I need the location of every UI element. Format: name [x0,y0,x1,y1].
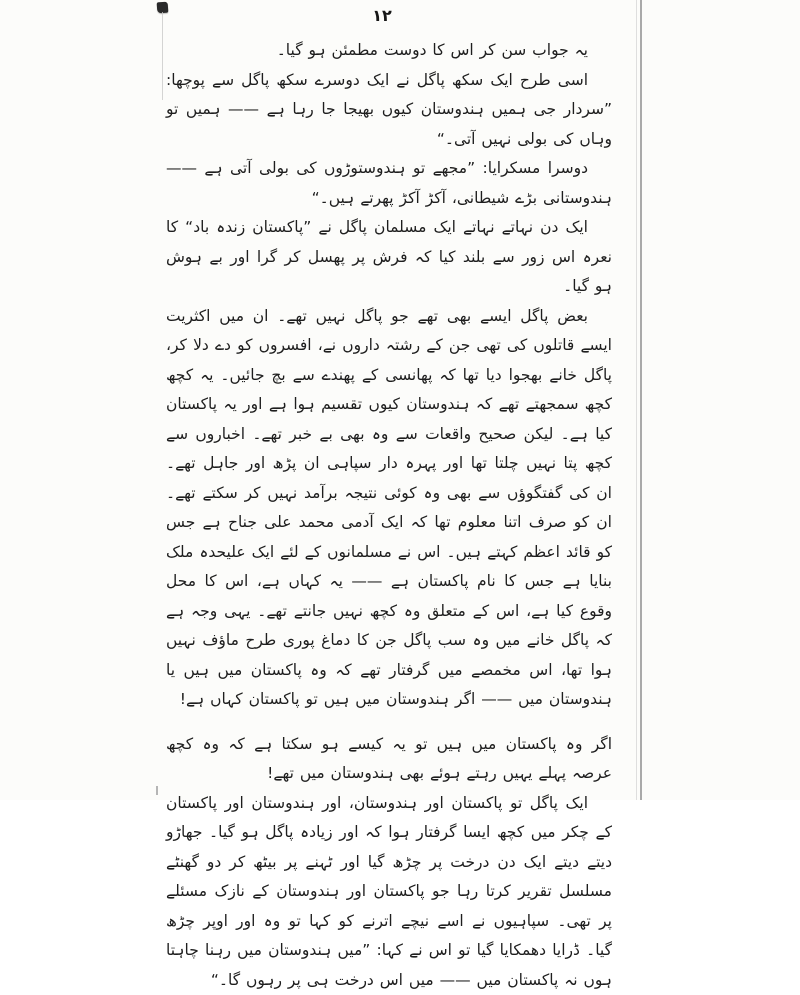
paragraph-sikh-question: اسی طرح ایک سکھ پاگل نے ایک دوسرے سکھ پاگل سے پوچھا: ”سردار جی ہمیں ہندوستان کیوں بھیجا جا رہا ہے —— ہمیں تو وہاں کی بولی نہیں آتی۔“ [166,66,612,155]
scan-bottom-speck-artifact [156,786,158,795]
scan-left-hairline-artifact [162,12,163,100]
page-text-block [166,6,612,995]
paragraph-if-in-pakistan: اگر وہ پاکستان میں ہیں تو یہ کیسے ہو سکتا ہے کہ وہ کچھ عرصہ پہلے یہیں رہتے ہوئے بھی ہندوستان میں تھے! [166,730,612,789]
paragraph-tree-madman: ایک پاگل تو پاکستان اور ہندوستان، اور ہندوستان اور پاکستان کے چکر میں کچھ ایسا گرفتار ہوا کہ اور زیادہ پاگل ہو گیا۔ جھاڑو دیتے دیتے ایک دن درخت پر چڑھ گیا اور ٹہنے پر بیٹھ کر دو گھنٹے مسلسل تقریر کرتا رہا جو پاکستان اور ہندوستان کے نازک مسئلے پر تھی۔ سپاہیوں نے اسے نیچے اترنے کو کہا تو وہ اور اوپر چڑھ گیا۔ ڈرایا دھمکایا گیا تو اس نے کہا: ”میں ہندوستان میں رہنا چاہتا ہوں نہ پاکستان میں —— میں اس درخت ہی پر رہوں گا۔“ [166,789,612,995]
page-edge-line [640,0,642,800]
page-edge-line-faint [636,0,637,800]
page-number: ۱۲ [166,6,612,25]
paragraph-friend-satisfied: یہ جواب سن کر اس کا دوست مطمئن ہو گیا۔ [166,36,612,66]
paragraph-sikh-reply: دوسرا مسکرایا: ”مجھے تو ہندوستوڑوں کی بولی آتی ہے —— ہندوستانی بڑے شیطانی، آکڑ آکڑ پھرتے ہیں۔“ [166,154,612,213]
paragraph-sane-inmates: بعض پاگل ایسے بھی تھے جو پاگل نہیں تھے۔ ان میں اکثریت ایسے قاتلوں کی تھی جن کے رشتہ داروں نے، افسروں کو دے دلا کر، پاگل خانے بھجوا دیا تھا کہ پھانسی کے پھندے سے بچ جائیں۔ یہ کچھ کچھ سمجھتے تھے کہ ہندوستان کیوں تقسیم ہوا ہے اور یہ پاکستان کیا ہے۔ لیکن صحیح واقعات سے وہ بھی بے خبر تھے۔ اخباروں سے کچھ پتا نہیں چلتا تھا اور پہرہ دار سپاہی ان پڑھ اور جاہل تھے۔ ان کی گفتگوؤں سے بھی وہ کوئی نتیجہ برآمد نہیں کر سکتے تھے۔ ان کو صرف اتنا معلوم تھا کہ ایک آدمی محمد علی جناح ہے جس کو قائد اعظم کہتے ہیں۔ اس نے مسلمانوں کے لئے ایک علیحدہ ملک بنایا ہے جس کا نام پاکستان ہے —— یہ کہاں ہے، اس کا محل وقوع کیا ہے، اس کے متعلق وہ کچھ نہیں جانتے تھے۔ یہی وجہ ہے کہ پاگل خانے میں وہ سب پاگل جن کا دماغ پوری طرح ماؤف نہیں ہوا تھا، اس مخمصے میں گرفتار تھے کہ وہ پاکستان میں ہیں یا ہندوستان میں —— اگر ہندوستان میں ہیں تو پاکستان کہاں ہے! [166,302,612,715]
paragraph-slogan-faint: ایک دن نہاتے نہاتے ایک مسلمان پاگل نے ”پاکستان زندہ باد“ کا نعرہ اس زور سے بلند کیا کہ فرش پر پھسل کر گرا اور بے ہوش ہو گیا۔ [166,213,612,302]
